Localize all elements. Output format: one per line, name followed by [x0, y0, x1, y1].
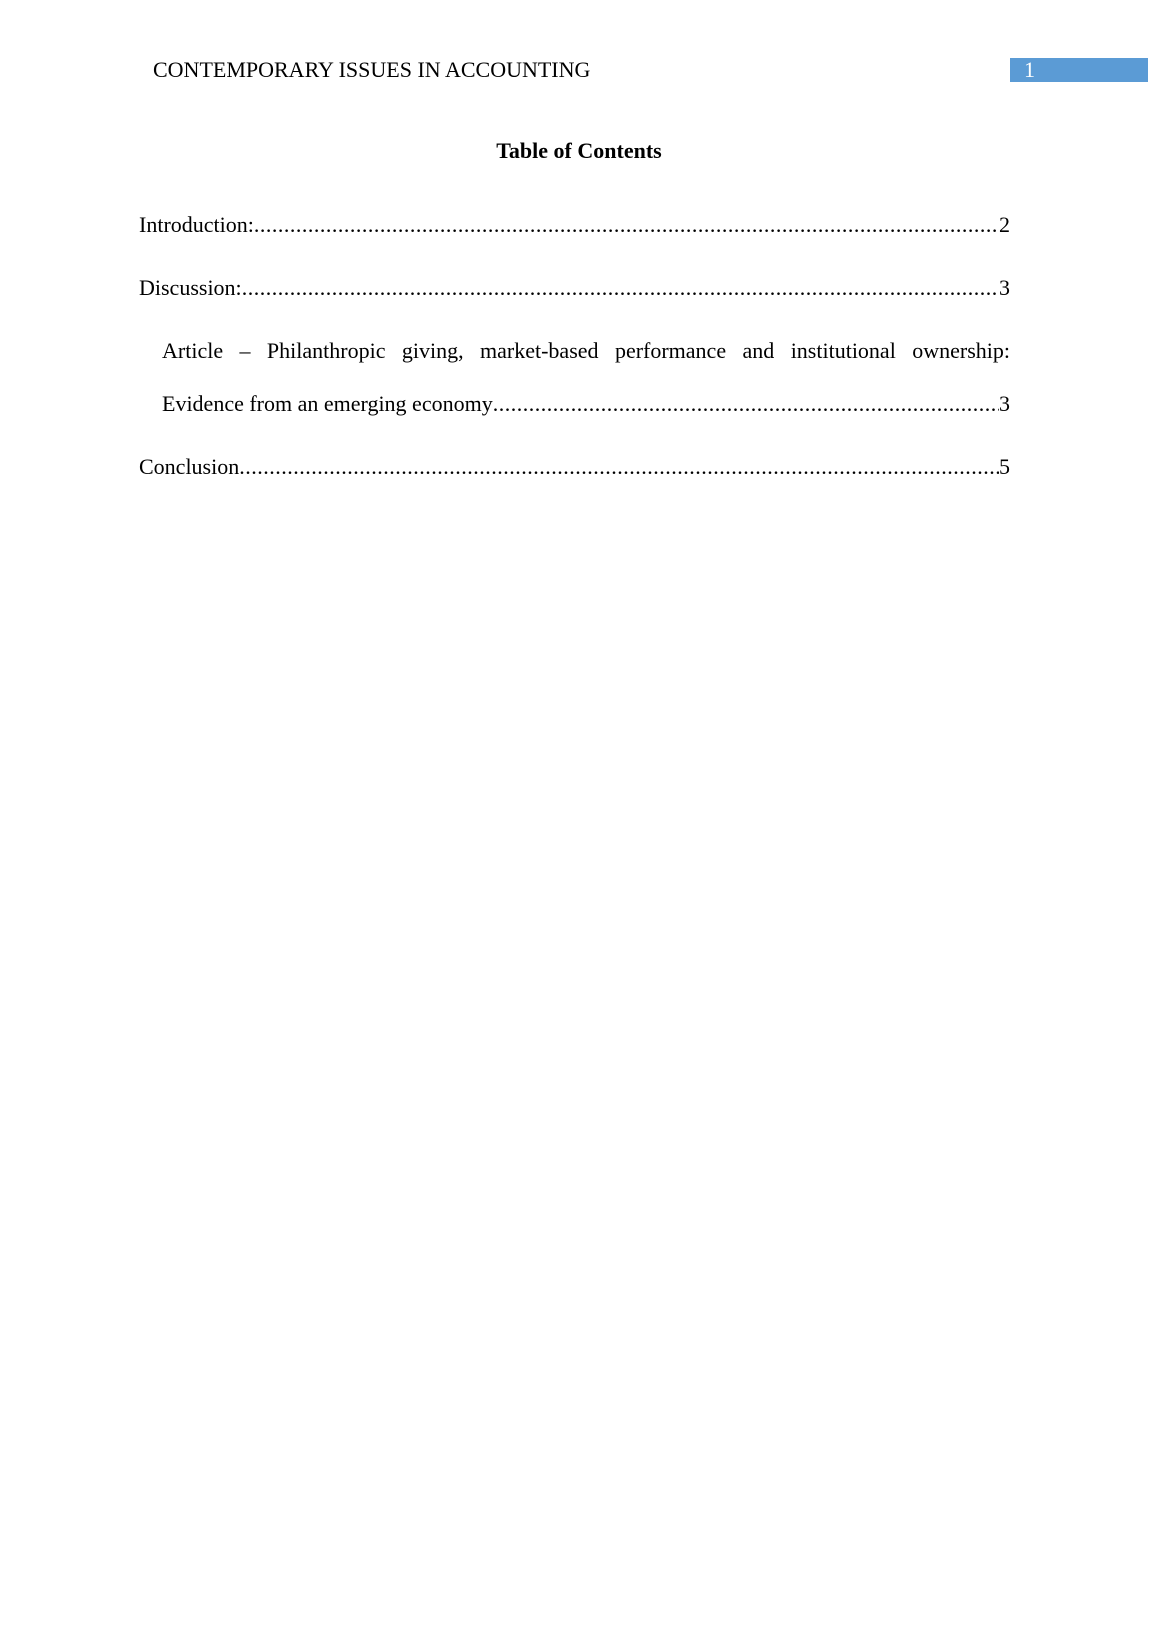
toc-entry-article-line1[interactable]: Article – Philanthropic giving, market-based performance and institutional ownership: [162, 338, 1010, 363]
page-number: 1 [1024, 57, 1035, 82]
toc-entry-introduction[interactable] [139, 210, 1010, 240]
toc-entry-conclusion[interactable] [139, 452, 1010, 482]
toc-entry-label: Introduction: [139, 212, 254, 237]
toc-entry-page: 3 [999, 391, 1010, 416]
toc-entry-page: 3 [999, 275, 1010, 300]
toc-entry-page: 2 [999, 212, 1010, 237]
dot-leader [493, 389, 999, 419]
dot-leader [242, 273, 999, 303]
running-header-title: CONTEMPORARY ISSUES IN ACCOUNTING [153, 57, 591, 82]
toc-entry-page: 5 [999, 454, 1010, 479]
dot-leader [254, 210, 999, 240]
page-number-badge [1010, 58, 1148, 82]
toc-heading: Table of Contents [496, 138, 662, 163]
dot-leader [239, 452, 999, 482]
toc-entry-label: Conclusion [139, 454, 240, 479]
toc-entry-article[interactable] [162, 389, 1010, 419]
toc-entry-label: Evidence from an emerging economy [162, 391, 493, 416]
toc-entry-discussion[interactable] [139, 273, 1010, 303]
toc-entry-label: Discussion: [139, 275, 242, 300]
